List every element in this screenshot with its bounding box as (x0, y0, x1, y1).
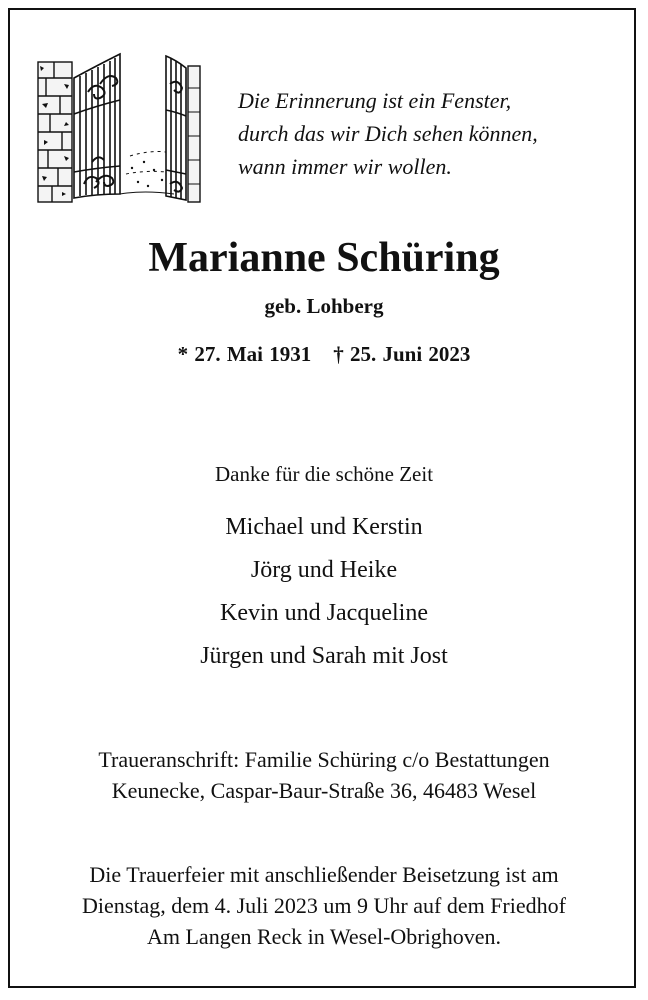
mourner-entry: Michael und Kerstin (225, 514, 423, 540)
quote-line: Die Erinnerung ist ein Fenster, (238, 88, 512, 113)
funeral-service-info (10, 859, 638, 952)
service-line: Am Langen Reck in Wesel-Obrighoven. (146, 924, 501, 949)
life-dates (10, 340, 638, 368)
open-gate-illustration (34, 44, 202, 204)
mourner-entry: Jörg und Heike (250, 557, 398, 583)
condolence-address (10, 744, 638, 806)
service-line: Dienstag, dem 4. Juli 2023 um 9 Uhr auf dem Friedhof (82, 893, 566, 918)
thanks-line: Danke für die schöne Zeit (214, 462, 434, 486)
address-line: Keunecke, Caspar-Baur-Straße 36, 46483 Wesel (111, 778, 537, 803)
quote-line: wann immer wir wollen. (238, 154, 452, 179)
mourner-entry: Kevin und Jacqueline (220, 600, 428, 626)
birth-date: * 27. Mai 1931 (177, 342, 312, 366)
service-line: Die Trauerfeier mit anschließender Beisetzung ist am (89, 862, 559, 887)
obituary-notice (8, 8, 636, 988)
deceased-name: Marianne Schüring (148, 235, 500, 281)
quote-line: durch das wir Dich sehen können, (238, 121, 538, 146)
death-date: † 25. Juni 2023 (333, 342, 471, 366)
mourner-entry: Jürgen und Sarah mit Jost (200, 643, 448, 669)
address-line: Traueranschrift: Familie Schüring c/o Bestattungen (98, 747, 550, 772)
mourners-list (10, 506, 638, 678)
memorial-quote (238, 84, 618, 183)
maiden-name: geb. Lohberg (264, 294, 384, 318)
